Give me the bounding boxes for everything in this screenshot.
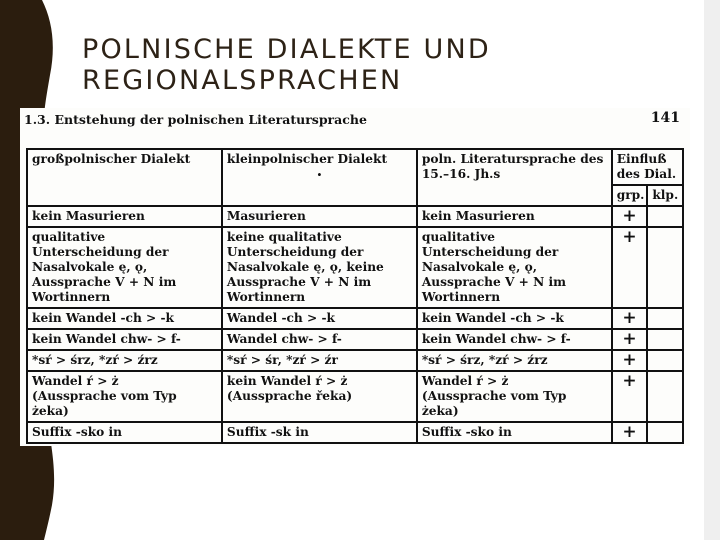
- empty-mark: [647, 329, 683, 350]
- dialect-table: [26, 148, 684, 444]
- table-row: [27, 371, 683, 422]
- header-cell-col3: poln. Literatursprache des 15.–16. Jh.s: [417, 149, 612, 206]
- plus-mark: +: [612, 227, 648, 308]
- plus-mark: +: [612, 206, 648, 227]
- plus-mark: +: [612, 308, 648, 329]
- table-row: [27, 329, 683, 350]
- empty-mark: [647, 422, 683, 443]
- table-row: [27, 350, 683, 371]
- plus-mark: +: [612, 350, 648, 371]
- table-cell: qualitative Unterscheidung der Nasalvokale ę, ǫ, Aussprache V + N im Wortinnern: [27, 227, 222, 308]
- table-cell: *sŕ > śrz, *zŕ > źrz: [27, 350, 222, 371]
- table-cell: kein Wandel chw- > f-: [27, 329, 222, 350]
- table-row: [27, 227, 683, 308]
- table-cell: kein Wandel -ch > -k: [27, 308, 222, 329]
- header-cell-col1: großpolnischer Dialekt: [27, 149, 222, 206]
- slide-title-line-1: POLNISCHE DIALEKTE UND: [82, 34, 491, 65]
- table-cell: Wandel -ch > -k: [222, 308, 417, 329]
- header-cell-einfluss: Einfluß des Dial.: [612, 149, 683, 185]
- plus-mark: +: [612, 371, 648, 422]
- table-cell: kein Masurieren: [417, 206, 612, 227]
- slide-title: [82, 34, 682, 96]
- table-cell: Suffix -sko in: [417, 422, 612, 443]
- table-cell: Suffix -sk in: [222, 422, 417, 443]
- plus-mark: +: [612, 329, 648, 350]
- header-cell-col2: kleinpolnischer Dialekt .: [222, 149, 417, 206]
- empty-mark: [647, 308, 683, 329]
- table-cell: kein Wandel -ch > -k: [417, 308, 612, 329]
- table-cell: kein Wandel ŕ > ż (Aussprache řeka): [222, 371, 417, 422]
- right-decorative-stripe: [704, 0, 720, 540]
- empty-mark: [647, 227, 683, 308]
- table-cell: qualitative Unterscheidung der Nasalvokale ę, ǫ, Aussprache V + N im Wortinnern: [417, 227, 612, 308]
- table-cell: *sŕ > śr, *zŕ > źr: [222, 350, 417, 371]
- plus-mark: +: [612, 422, 648, 443]
- table-row: [27, 206, 683, 227]
- table-cell: kein Wandel chw- > f-: [417, 329, 612, 350]
- table-row: [27, 422, 683, 443]
- subheader-klp: klp.: [647, 185, 683, 206]
- table-cell: keine qualitative Unterscheidung der Nasalvokale ę, ǫ, keine Aussprache V + N im Wortinnern: [222, 227, 417, 308]
- subheader-grp: grp.: [612, 185, 648, 206]
- table-cell: Masurieren: [222, 206, 417, 227]
- table-cell: Wandel chw- > f-: [222, 329, 417, 350]
- table-header-row: [27, 149, 683, 185]
- empty-mark: [647, 350, 683, 371]
- header-dot: .: [316, 161, 323, 180]
- section-title: 1.3. Entstehung der polnischen Literatursprache: [24, 112, 367, 127]
- table-cell: Wandel ŕ > ż (Aussprache vom Typ żeka): [27, 371, 222, 422]
- table-cell: *sŕ > śrz, *zŕ > źrz: [417, 350, 612, 371]
- table-cell: Wandel ŕ > ż (Aussprache vom Typ żeka): [417, 371, 612, 422]
- slide-title-line-2: REGIONALSPRACHEN: [82, 65, 403, 96]
- empty-mark: [647, 371, 683, 422]
- table-cell: kein Masurieren: [27, 206, 222, 227]
- page-number: 141: [650, 110, 680, 126]
- table-row: [27, 308, 683, 329]
- table-cell: Suffix -sko in: [27, 422, 222, 443]
- scan-header: [20, 108, 690, 132]
- empty-mark: [647, 206, 683, 227]
- scanned-table-image: [20, 108, 690, 446]
